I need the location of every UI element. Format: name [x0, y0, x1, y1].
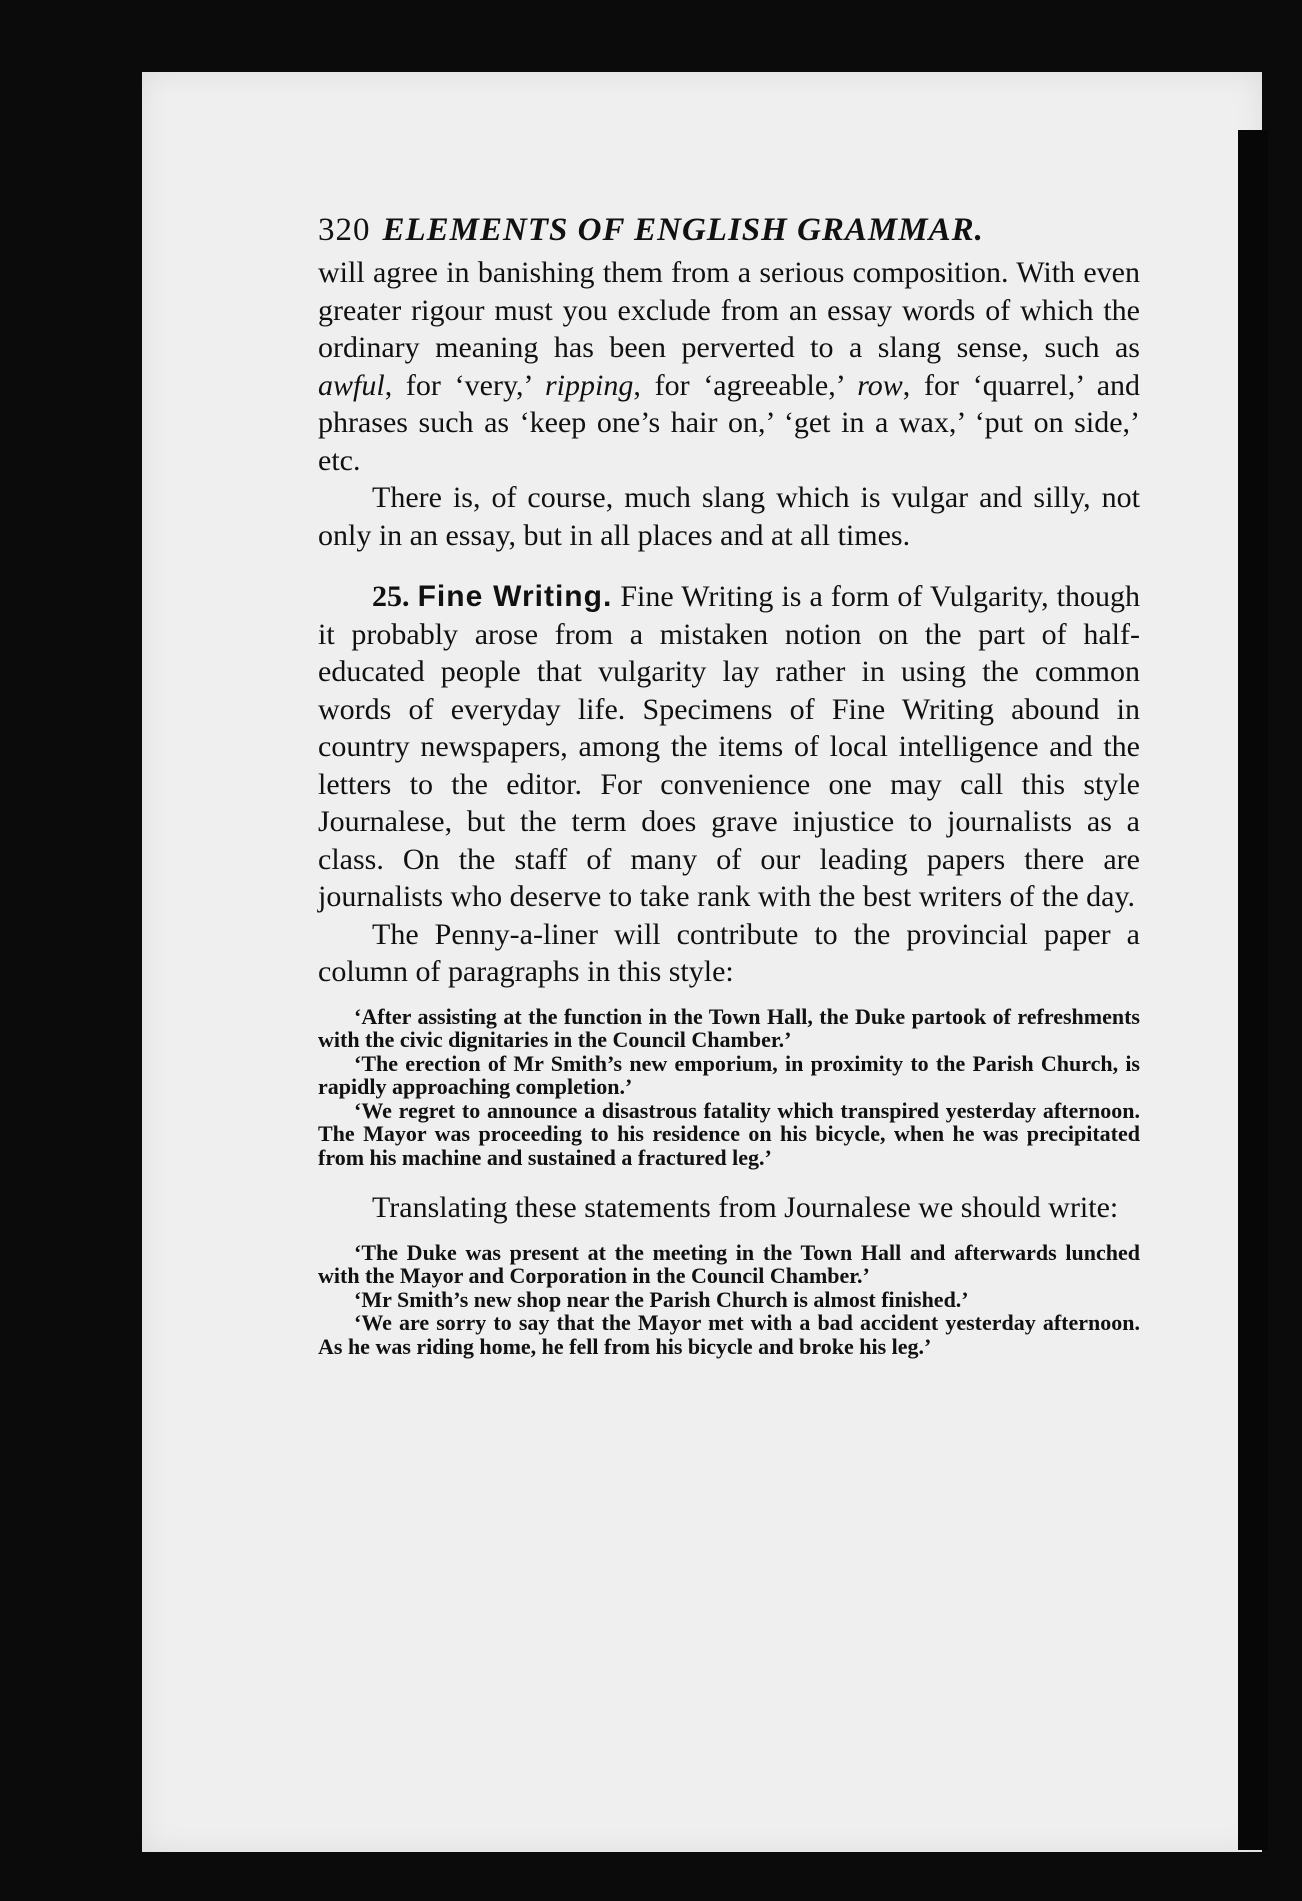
page-text: [318, 212, 1140, 1358]
slang-word-awful: awful: [318, 368, 385, 402]
paragraph-translating: Translating these statements from Journalese we should write:: [372, 1191, 1119, 1224]
paragraph-vulgar-slang: There is, of course, much slang which is vulgar and silly, not only in an essay, but in all places and at all times.: [318, 481, 1140, 552]
paragraph-penny-a-liner: The Penny-a-liner will contribute to the provincial paper a column of paragraphs in this style:: [318, 917, 1140, 988]
paragraph-slang: will agree in banishing them from a serious composition. With even greater rigour must you exclude from an essay words of which the ordinary meaning has been perverted to a slang sense, such as awful, for ‘very,’ ripping, for ‘agreeable,’ row, for ‘quarrel,’ and phrases such as ‘keep one’s hair on,’ ‘get in a wax,’ ‘put on side,’ etc.: [318, 256, 1141, 477]
section-fine-writing: [318, 578, 1140, 916]
plain-english-quotes: [318, 1241, 1140, 1359]
section-text: Fine Writing is a form of Vulgarity, though it probably arose from a mistaken notion on the part of half-educated people that vulgarity lay rather in using the common words of everyday life. Specimens of Fine Writing abound in country newspapers, among the items of local intelligence and the letters to the editor. For convenience one may call this style Journalese, but the term does grave injustice to journalists as a class. On the staff of many of our leading papers there are journalists who deserve to take rank with the best writers of the day.: [318, 580, 1141, 913]
quote-item: ‘After assisting at the function in the Town Hall, the Duke partook of refreshments with the civic dignitaries in the Council Chamber.’: [318, 1003, 1140, 1052]
running-head: [318, 212, 1140, 249]
slang-word-row: row: [857, 368, 903, 402]
quote-item: ‘The erection of Mr Smith’s new emporium, in proximity to the Parish Church, is rapidly approaching completion.’: [318, 1050, 1140, 1099]
section-heading: Fine Writing.: [417, 580, 613, 613]
page-edge-shadow: [1238, 130, 1268, 1850]
section-number: 25.: [372, 580, 410, 613]
slang-word-ripping: ripping: [545, 368, 634, 402]
journalese-quotes: [318, 1005, 1140, 1170]
book-title: ELEMENTS OF ENGLISH GRAMMAR.: [382, 212, 984, 248]
page-number: 320: [318, 212, 371, 248]
quote-item: ‘We regret to announce a disastrous fatality which transpired yesterday afternoon. The Mayor was proceeding to his residence on his bicycle, when he was precipitated from his machine and sustained a fractured leg.’: [318, 1097, 1140, 1170]
quote-item: ‘We are sorry to say that the Mayor met with a bad accident yesterday afternoon. As he was riding home, he fell from his bicycle and broke his leg.’: [318, 1310, 1140, 1359]
quote-item: ‘Mr Smith’s new shop near the Parish Church is almost finished.’: [354, 1286, 969, 1312]
quote-item: ‘The Duke was present at the meeting in the Town Hall and afterwards lunched with the Mayor and Corporation in the Council Chamber.’: [318, 1239, 1140, 1288]
